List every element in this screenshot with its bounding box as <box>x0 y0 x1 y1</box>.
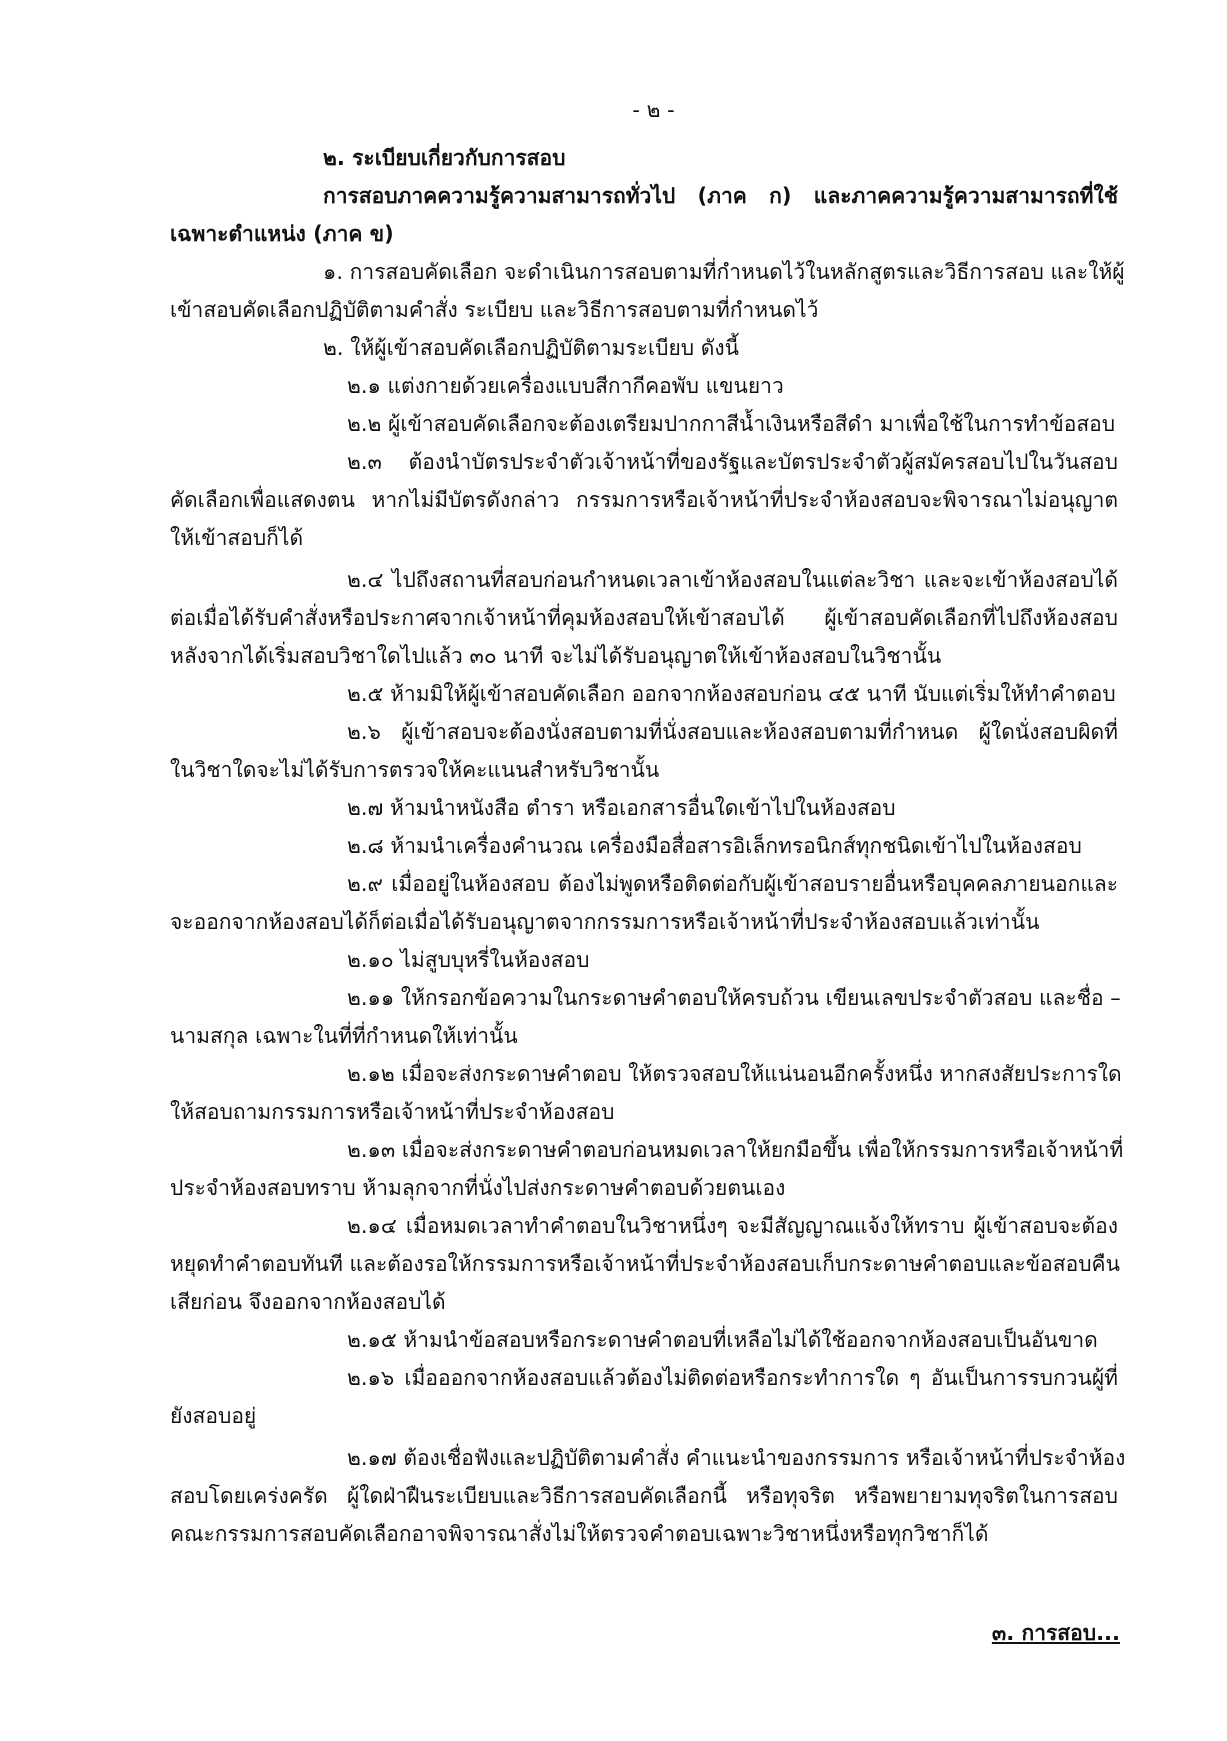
body-line: ๒.๑๖ เมื่อออกจากห้องสอบแล้วต้องไม่ติดต่อหรือกระทำการใด ๆ อันเป็นการรบกวนผู้ที่ <box>347 1366 1118 1390</box>
continuation-reference: ๓. การสอบ... <box>991 1621 1120 1645</box>
body-line: คัดเลือกเพื่อแสดงตน หากไม่มีบัตรดังกล่าว กรรมการหรือเจ้าหน้าที่ประจำห้องสอบจะพิจารณาไม่อนุญาต <box>170 488 1118 512</box>
body-line: ๒.๒ ผู้เข้าสอบคัดเลือกจะต้องเตรียมปากกาสีน้ำเงินหรือสีดำ มาเพื่อใช้ในการทำข้อสอบ <box>347 412 1116 436</box>
body-line: ๒.๑๐ ไม่สูบบุหรี่ในห้องสอบ <box>347 948 590 972</box>
body-line: ๒.๗ ห้ามนำหนังสือ ตำรา หรือเอกสารอื่นใดเข้าไปในห้องสอบ <box>347 796 896 820</box>
body-line: หลังจากได้เริ่มสอบวิชาใดไปแล้ว ๓๐ นาที จะไม่ได้รับอนุญาตให้เข้าห้องสอบในวิชานั้น <box>170 644 942 668</box>
body-line: ๒.๑๓ เมื่อจะส่งกระดาษคำตอบก่อนหมดเวลาให้ยกมือขึ้น เพื่อให้กรรมการหรือเจ้าหน้าที่ <box>347 1138 1124 1162</box>
body-line: ต่อเมื่อได้รับคำสั่งหรือประกาศจากเจ้าหน้าที่คุมห้องสอบให้เข้าสอบได้ ผู้เข้าสอบคัดเลือกที่ไปถึงห้องสอบ <box>170 606 1118 630</box>
body-line: ๒.๙ เมื่ออยู่ในห้องสอบ ต้องไม่พูดหรือติดต่อกับผู้เข้าสอบรายอื่นหรือบุคคลภายนอกและ <box>347 872 1118 896</box>
body-line: คณะกรรมการสอบคัดเลือกอาจพิจารณาสั่งไม่ให้ตรวจคำตอบเฉพาะวิชาหนึ่งหรือทุกวิชาก็ได้ <box>170 1522 989 1546</box>
page-number: - ๒ - <box>632 98 675 122</box>
body-line: ๒.๑ แต่งกายด้วยเครื่องแบบสีกากีคอพับ แขนยาว <box>347 374 784 398</box>
body-line: ๒.๓ ต้องนำบัตรประจำตัวเจ้าหน้าที่ของรัฐและบัตรประจำตัวผู้สมัครสอบไปในวันสอบ <box>347 450 1118 474</box>
body-line: สอบโดยเคร่งครัด ผู้ใดฝ่าฝืนระเบียบและวิธีการสอบคัดเลือกนี้ หรือทุจริต หรือพยายามทุจริตในการสอบ <box>170 1484 1118 1508</box>
body-line: เสียก่อน จึงออกจากห้องสอบได้ <box>170 1290 446 1314</box>
body-line: ๒.๑๕ ห้ามนำข้อสอบหรือกระดาษคำตอบที่เหลือไม่ได้ใช้ออกจากห้องสอบเป็นอันขาด <box>347 1328 1098 1352</box>
body-line: เข้าสอบคัดเลือกปฏิบัติตามคำสั่ง ระเบียบ และวิธีการสอบตามที่กำหนดไว้ <box>170 298 819 322</box>
body-line: ในวิชาใดจะไม่ได้รับการตรวจให้คะแนนสำหรับวิชานั้น <box>170 758 660 782</box>
body-line: ๒.๑๔ เมื่อหมดเวลาทำคำตอบในวิชาหนึ่งๆ จะมีสัญญาณแจ้งให้ทราบ ผู้เข้าสอบจะต้อง <box>347 1214 1118 1238</box>
body-line: ๒.๑๑ ให้กรอกข้อความในกระดาษคำตอบให้ครบถ้วน เขียนเลขประจำตัวสอบ และชื่อ – <box>347 986 1121 1010</box>
body-line: ๒.๔ ไปถึงสถานที่สอบก่อนกำหนดเวลาเข้าห้องสอบในแต่ละวิชา และจะเข้าห้องสอบได้ <box>347 568 1118 592</box>
body-line: ให้สอบถามกรรมการหรือเจ้าหน้าที่ประจำห้องสอบ <box>170 1100 615 1124</box>
body-line: ยังสอบอยู่ <box>170 1404 257 1428</box>
body-line: หยุดทำคำตอบทันที และต้องรอให้กรรมการหรือเจ้าหน้าที่ประจำห้องสอบเก็บกระดาษคำตอบและข้อสอบคืน <box>170 1252 1120 1276</box>
body-line: จะออกจากห้องสอบได้ก็ต่อเมื่อได้รับอนุญาตจากกรรมการหรือเจ้าหน้าที่ประจำห้องสอบแล้วเท่านั้น <box>170 910 1040 934</box>
body-line: ๒. ให้ผู้เข้าสอบคัดเลือกปฏิบัติตามระเบียบ ดังนี้ <box>323 336 740 360</box>
body-line: ๒.๑๗ ต้องเชื่อฟังและปฏิบัติตามคำสั่ง คำแนะนำของกรรมการ หรือเจ้าหน้าที่ประจำห้อง <box>347 1446 1126 1470</box>
subtitle-line-2: เฉพาะตำแหน่ง (ภาค ข) <box>170 222 394 246</box>
body-line: ๒.๖ ผู้เข้าสอบจะต้องนั่งสอบตามที่นั่งสอบและห้องสอบตามที่กำหนด ผู้ใดนั่งสอบผิดที่ <box>347 720 1118 744</box>
body-line: ๒.๘ ห้ามนำเครื่องคำนวณ เครื่องมือสื่อสารอิเล็กทรอนิกส์ทุกชนิดเข้าไปในห้องสอบ <box>347 834 1082 858</box>
section-title: ๒. ระเบียบเกี่ยวกับการสอบ <box>323 146 566 170</box>
body-line: ให้เข้าสอบก็ได้ <box>170 526 304 550</box>
body-line: ๒.๑๒ เมื่อจะส่งกระดาษคำตอบ ให้ตรวจสอบให้แน่นอนอีกครั้งหนึ่ง หากสงสัยประการใด <box>347 1062 1122 1086</box>
body-line: ๑. การสอบคัดเลือก จะดำเนินการสอบตามที่กำหนดไว้ในหลักสูตรและวิธีการสอบ และให้ผู้ <box>323 260 1125 284</box>
body-line: ประจำห้องสอบทราบ ห้ามลุกจากที่นั่งไปส่งกระดาษคำตอบด้วยตนเอง <box>170 1176 786 1200</box>
body-line: นามสกุล เฉพาะในที่ที่กำหนดให้เท่านั้น <box>170 1024 518 1048</box>
subtitle-line-1: การสอบภาคความรู้ความสามารถทั่วไป (ภาค ก) และภาคความรู้ความสามารถที่ใช้ <box>323 184 1118 208</box>
body-line: ๒.๕ ห้ามมิให้ผู้เข้าสอบคัดเลือก ออกจากห้องสอบก่อน ๔๕ นาที นับแต่เริ่มให้ทำคำตอบ <box>347 682 1116 706</box>
